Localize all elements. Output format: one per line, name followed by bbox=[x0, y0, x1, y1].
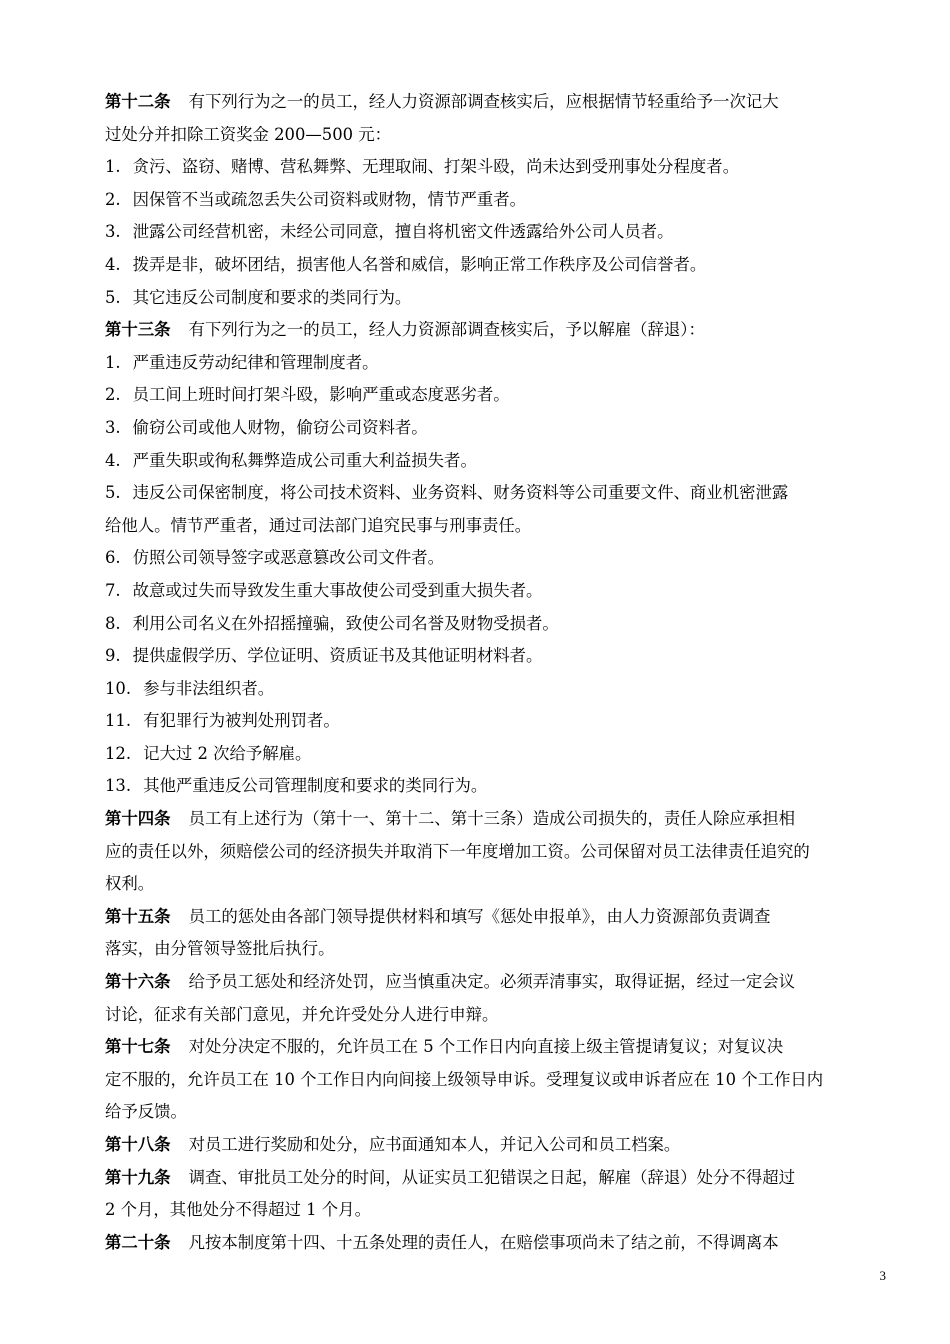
list-item-number: 5. bbox=[105, 287, 121, 307]
list-item bbox=[105, 216, 885, 249]
list-item-text: 严重失职或徇私舞弊造成公司重大利益损失者。 bbox=[132, 450, 477, 470]
article-first-line bbox=[105, 1162, 885, 1195]
article-first-line bbox=[105, 966, 885, 999]
article-heading: 第十六条 bbox=[105, 972, 171, 992]
list-item-text: 员工间上班时间打架斗殴，影响严重或态度恶劣者。 bbox=[132, 385, 510, 405]
list-item bbox=[105, 282, 885, 315]
article-first-line bbox=[105, 901, 885, 934]
list-item-text: 给他人。情节严重者，通过司法部门追究民事与刑事责任。 bbox=[105, 515, 532, 535]
article-line bbox=[105, 836, 885, 869]
list-item-text: 记大过 2 次给予解雇。 bbox=[143, 743, 312, 763]
article-text: 讨论，征求有关部门意见，并允许受处分人进行申辩。 bbox=[105, 1004, 499, 1024]
article-line bbox=[105, 1064, 885, 1097]
list-item-text: 拨弄是非，破坏团结，损害他人名誉和威信，影响正常工作秩序及公司信誉者。 bbox=[132, 254, 707, 274]
list-item bbox=[105, 151, 885, 184]
article bbox=[105, 803, 885, 901]
article-heading: 第十五条 bbox=[105, 906, 171, 926]
list-item-number: 1. bbox=[105, 157, 121, 177]
article-heading: 第十二条 bbox=[105, 92, 171, 111]
page-number: 3 bbox=[879, 1268, 886, 1283]
list-item-number: 7. bbox=[105, 580, 121, 600]
list-item-number: 2. bbox=[105, 385, 121, 405]
article bbox=[105, 1129, 885, 1162]
article-heading: 第十九条 bbox=[105, 1167, 171, 1187]
list-item-number: 10. bbox=[105, 678, 132, 698]
article-text: 给予反馈。 bbox=[105, 1102, 187, 1122]
article-heading: 第十四条 bbox=[105, 809, 171, 829]
list-item bbox=[105, 477, 885, 510]
list-item-number: 13. bbox=[105, 776, 132, 796]
article-first-line bbox=[105, 803, 885, 836]
list-item-number: 12. bbox=[105, 743, 132, 763]
document-body bbox=[105, 86, 885, 1259]
list-item-number: 2. bbox=[105, 189, 121, 209]
article-heading: 第十七条 bbox=[105, 1037, 171, 1057]
list-item-text: 提供虚假学历、学位证明、资质证书及其他证明材料者。 bbox=[132, 646, 543, 666]
article-first-line bbox=[105, 314, 885, 347]
article bbox=[105, 314, 885, 803]
article-text: 权利。 bbox=[105, 874, 155, 894]
article-line bbox=[105, 1194, 885, 1227]
list-item bbox=[105, 347, 885, 380]
list-item-text: 泄露公司经营机密，未经公司同意，擅自将机密文件透露给外公司人员者。 bbox=[132, 222, 674, 242]
article-text: 给予员工惩处和经济处罚，应当慎重决定。必须弄清事实，取得证据，经过一定会议 bbox=[188, 972, 796, 992]
article-text: 对处分决定不服的，允许员工在 5 个工作日内向直接上级主管提请复议；对复议决 bbox=[188, 1037, 784, 1057]
article-line bbox=[105, 1096, 885, 1129]
article-text: 有下列行为之一的员工，经人力资源部调查核实后，应根据情节轻重给予一次记大 bbox=[188, 92, 779, 111]
list-item bbox=[105, 705, 885, 738]
article-text: 凡按本制度第十四、十五条处理的责任人，在赔偿事项尚未了结之前，不得调离本 bbox=[188, 1232, 779, 1252]
article-text: 员工有上述行为（第十一、第十二、第十三条）造成公司损失的，责任人除应承担相 bbox=[188, 809, 796, 829]
article-line bbox=[105, 119, 885, 152]
article-line bbox=[105, 933, 885, 966]
list-item bbox=[105, 542, 885, 575]
article-text: 有下列行为之一的员工，经人力资源部调查核实后，予以解雇（辞退）： bbox=[188, 320, 705, 340]
article-text: 定不服的，允许员工在 10 个工作日内向间接上级领导申诉。受理复议或申诉者应在 10 个工作日内 bbox=[105, 1069, 824, 1089]
list-item bbox=[105, 738, 885, 771]
article-text: 应的责任以外，须赔偿公司的经济损失并取消下一年度增加工资。公司保留对员工法律责任追究的 bbox=[105, 841, 810, 861]
article-first-line bbox=[105, 1031, 885, 1064]
list-item-text: 仿照公司领导签字或恶意篡改公司文件者。 bbox=[132, 548, 445, 568]
article-heading: 第十三条 bbox=[105, 320, 171, 340]
list-item-text: 贪污、盗窃、赌博、营私舞弊、无理取闹、打架斗殴，尚未达到受刑事处分程度者。 bbox=[132, 157, 740, 177]
list-item bbox=[105, 412, 885, 445]
list-item bbox=[105, 608, 885, 641]
list-item-number: 4. bbox=[105, 254, 121, 274]
article bbox=[105, 86, 885, 314]
list-item bbox=[105, 379, 885, 412]
list-item-text: 其他严重违反公司管理制度和要求的类同行为。 bbox=[143, 776, 488, 796]
article-text: 调查、审批员工处分的时间，从证实员工犯错误之日起，解雇（辞退）处分不得超过 bbox=[188, 1167, 796, 1187]
article-text: 落实，由分管领导签批后执行。 bbox=[105, 939, 335, 959]
list-item bbox=[105, 575, 885, 608]
article bbox=[105, 901, 885, 966]
list-item-number: 3. bbox=[105, 417, 121, 437]
article-line bbox=[105, 999, 885, 1032]
list-item-number: 4. bbox=[105, 450, 121, 470]
list-item bbox=[105, 640, 885, 673]
list-item bbox=[105, 445, 885, 478]
list-item-number: 8. bbox=[105, 613, 121, 633]
list-item-text: 严重违反劳动纪律和管理制度者。 bbox=[132, 352, 379, 372]
article bbox=[105, 1227, 885, 1260]
list-item-text: 有犯罪行为被判处刑罚者。 bbox=[143, 711, 340, 731]
list-item-text: 违反公司保密制度，将公司技术资料、业务资料、财务资料等公司重要文件、商业机密泄露 bbox=[132, 483, 789, 503]
article-heading: 第二十条 bbox=[105, 1232, 171, 1252]
list-item bbox=[105, 249, 885, 282]
list-item bbox=[105, 184, 885, 217]
list-item-number: 9. bbox=[105, 646, 121, 666]
article bbox=[105, 1162, 885, 1227]
article-heading: 第十八条 bbox=[105, 1135, 171, 1154]
list-item bbox=[105, 770, 885, 803]
list-item-number: 11. bbox=[105, 711, 132, 731]
list-item-number: 1. bbox=[105, 352, 121, 372]
list-item-text: 利用公司名义在外招摇撞骗，致使公司名誉及财物受损者。 bbox=[132, 613, 559, 633]
list-item-number: 3. bbox=[105, 222, 121, 242]
article-text: 员工的惩处由各部门领导提供材料和填写《惩处申报单》，由人力资源部负责调查 bbox=[188, 906, 771, 926]
list-item-text: 其它违反公司制度和要求的类同行为。 bbox=[132, 287, 412, 307]
article-first-line bbox=[105, 1227, 885, 1260]
article-text: 过处分并扣除工资奖金 200—500 元： bbox=[105, 124, 392, 144]
list-item-text: 参与非法组织者。 bbox=[143, 678, 275, 698]
list-item bbox=[105, 673, 885, 706]
list-item-text: 偷窃公司或他人财物，偷窃公司资料者。 bbox=[132, 417, 428, 437]
article bbox=[105, 1031, 885, 1129]
article-line bbox=[105, 868, 885, 901]
article-text: 对员工进行奖励和处分，应书面通知本人，并记入公司和员工档案。 bbox=[188, 1135, 681, 1154]
list-item-continuation bbox=[105, 510, 885, 543]
article-text: 2 个月，其他处分不得超过 1 个月。 bbox=[105, 1200, 371, 1220]
list-item-text: 因保管不当或疏忽丢失公司资料或财物，情节严重者。 bbox=[132, 189, 527, 209]
article-first-line bbox=[105, 1129, 885, 1162]
list-item-number: 6. bbox=[105, 548, 121, 568]
list-item-text: 故意或过失而导致发生重大事故使公司受到重大损失者。 bbox=[132, 580, 543, 600]
article bbox=[105, 966, 885, 1031]
list-item-number: 5. bbox=[105, 483, 121, 503]
article-first-line bbox=[105, 86, 885, 119]
